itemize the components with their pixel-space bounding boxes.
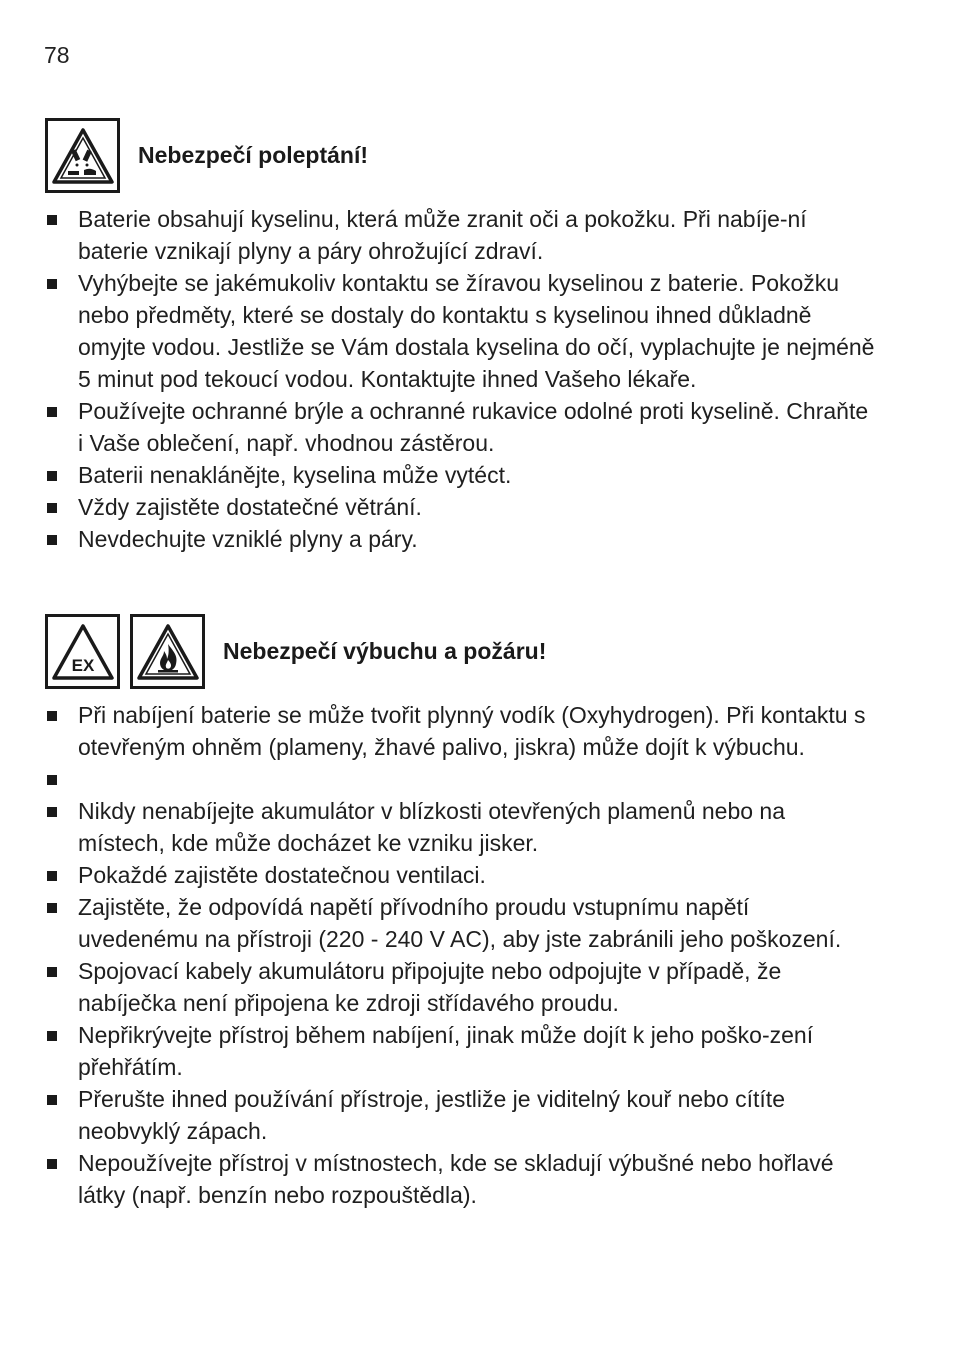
corrosive-warning-icon [45,118,120,193]
list-item: Vyhýbejte se jakémukoliv kontaktu se žíravou kyselinou z baterie. Pokožku nebo předměty, které se dostaly do kontaktu s kyselinou ihned důkladně omyjte vodou. Jestliže se Vám dostala kyselina do očí, vyplachujte je nejméně 5 minut pod tekoucí vodou. Kontaktujte ihned Vašeho lékaře. [45,267,875,395]
list-item: Vždy zajistěte dostatečné větrání. [45,491,875,523]
section-heading: Nebezpečí výbuchu a požáru! [223,638,547,664]
list-item: Při nabíjení baterie se může tvořit plynný vodík (Oxyhydrogen). Při kontaktu s otevřeným ohněm (plameny, žhavé palivo, jiskra) může dojít k výbuchu. [45,699,875,763]
corrosion-warning-section [45,118,875,555]
section-header [45,614,875,689]
list-item: Přerušte ihned používání přístroje, jestliže je viditelný kouř nebo cítíte neobvyklý zápach. [45,1083,875,1147]
warning-list [45,699,875,1211]
warning-list [45,203,875,555]
list-item: Nikdy nenabíjejte akumulátor v blízkosti otevřených plamenů nebo na místech, kde může docházet ke vzniku jisker. [45,795,875,859]
page-number: 78 [44,42,70,68]
list-item: Zajistěte, že odpovídá napětí přívodního proudu vstupnímu napětí uvedenému na přístroji (220 - 240 V AC), aby jste zabránili jeho poškození. [45,891,875,955]
list-item: Nepoužívejte přístroj v místnostech, kde se skladují výbušné nebo hořlavé látky (např. benzín nebo rozpouštědla). [45,1147,875,1211]
list-item: Nepřikrývejte přístroj během nabíjení, jinak může dojít k jeho poško-zení přehřátím. [45,1019,875,1083]
list-item [45,763,875,795]
list-item: Používejte ochranné brýle a ochranné rukavice odolné proti kyselině. Chraňte i Vaše oblečení, např. vhodnou zástěrou. [45,395,875,459]
list-item: Spojovací kabely akumulátoru připojujte nebo odpojujte v případě, že nabíječka není připojena ke zdroji střídavého proudu. [45,955,875,1019]
section-header [45,118,875,193]
explosive-atmosphere-icon [45,614,120,689]
ex-label: EX [71,655,94,675]
list-item: Pokaždé zajistěte dostatečnou ventilaci. [45,859,875,891]
list-item: Baterii nenaklánějte, kyselina může vytéct. [45,459,875,491]
list-item: Baterie obsahují kyselinu, která může zranit oči a pokožku. Při nabíje-ní baterie vznikají plyny a páry ohrožující zdraví. [45,203,875,267]
explosion-fire-warning-section [45,614,875,1211]
list-item: Nevdechujte vzniklé plyny a páry. [45,523,875,555]
section-heading: Nebezpečí poleptání! [138,142,369,168]
flammable-warning-icon [130,614,205,689]
